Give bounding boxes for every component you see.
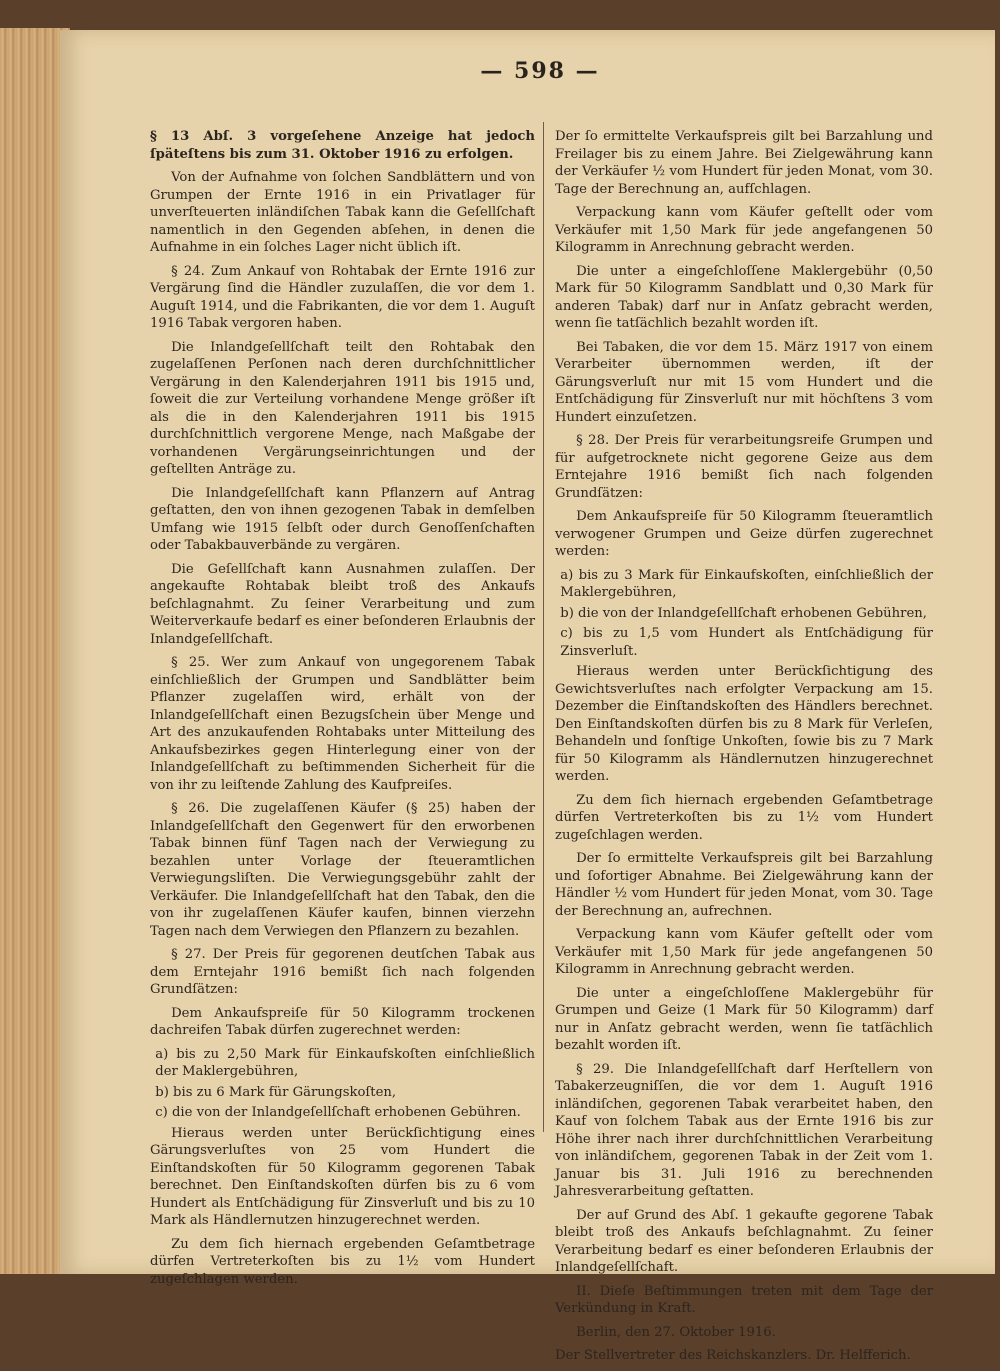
page-number: — 598 — bbox=[480, 58, 600, 84]
column-divider bbox=[543, 122, 544, 1132]
list-item: c) bis zu 1,5 vom Hundert als Entſchädigung für Zinsverluſt. bbox=[560, 626, 933, 659]
paragraph-section-29: § 29. Die Inlandgeſellſchaft darf Herſtellern von Tabakerzeugniſſen, die vor dem 1. Auguſt 1916 inländiſchen, gegorenen Tabak verarbeitet haben, den Kauf von ſolchem Tabak aus der Ernte 1916 bis zur Höhe ihrer nach ihrer durchſchnittlichen Verarbeitung von inländiſchem, gegorenen Tabak in der Zeit vom 1. Januar bis 31. Juli 1916 zu berechnenden Jahresverarbeitung geſtatten. bbox=[555, 1061, 933, 1199]
paragraph-section-25: § 25. Wer zum Ankauf von ungegorenem Tabak einſchließlich der Grumpen und Sandblätter beim Pflanzer zugelaſſen wird, erhält von der Inlandgeſellſchaft einen Bezugsſchein über Menge und Art des anzukaufenden Rohtabaks unter Mitteilung des Ankaufsbezirkes gegen Hinterlegung einer von der Inlandgeſellſchaft zu beſtimmenden Sicherheit für die von ihr zu leiſtende Zahlung des Kaufpreiſes. bbox=[150, 655, 535, 793]
paragraph: Verpackung kann vom Käufer geſtellt oder vom Verkäufer mit 1,50 Mark für jede angefangenen 50 Kilogramm in Anrechnung gebracht werden. bbox=[555, 205, 933, 255]
paragraph-section-27: § 27. Der Preis für gegorenen deutſchen Tabak aus dem Erntejahr 1916 bemißt ſich nach folgenden Grundſätzen: bbox=[150, 947, 535, 997]
paragraph: Der ſo ermittelte Verkaufspreis gilt bei Barzahlung und ſofortiger Abnahme. Bei Zielgewährung kann der Händler ½ vom Hundert für jeden Monat, vom 30. Tage der Berechnung an, aufrechnen. bbox=[555, 851, 933, 919]
paragraph: Von der Aufnahme von ſolchen Sandblättern und von Grumpen der Ernte 1916 in ein Privatlager für unverſteuerten inländiſchen Tabak kann die Geſellſchaft namentlich in den Gegenden abſehen, in denen die Aufnahme in ein ſolches Lager nicht üblich iſt. bbox=[150, 170, 535, 255]
paragraph: Der auf Grund des Abſ. 1 gekaufte gegorene Tabak bleibt troß des Ankaufs beſchlagnahmt. Zu ſeiner Verarbeitung bedarf es einer beſonderen Erlaubnis der Inlandgeſellſchaft. bbox=[555, 1207, 933, 1275]
paragraph-section-26: § 26. Die zugelaſſenen Käufer (§ 25) haben der Inlandgeſellſchaft den Gegenwert für den erworbenen Tabak binnen fünf Tagen nach der Verwiegung zu bezahlen unter Vorlage der ſteueramtlichen Verwiegungsliſten. Die Verwiegungsgebühr zahlt der Verkäufer. Die Inlandgeſellſchaft hat den Tabak, den die von ihr zugelaſſenen Käufer kaufen, binnen vierzehn Tagen nach dem Verwiegen den Pflanzern zu bezahlen. bbox=[150, 801, 535, 939]
paragraph: Die unter a eingeſchloſſene Maklergebühr (0,50 Mark für 50 Kilogramm Sandblatt und 0,30 Mark für anderen Tabak) darf nur in Anſatz gebracht werden, wenn ſie tatſächlich bezahlt worden iſt. bbox=[555, 263, 933, 331]
date-line: Berlin, den 27. Oktober 1916. bbox=[576, 1324, 776, 1340]
paragraph: II. Dieſe Beſtimmungen treten mit dem Tage der Verkündung in Kraft. bbox=[555, 1283, 933, 1316]
paragraph: Verpackung kann vom Käufer geſtellt oder vom Verkäufer mit 1,50 Mark für jede angefangenen 50 Kilogramm in Anrechnung gebracht werden. bbox=[555, 927, 933, 977]
paragraph-section-28: § 28. Der Preis für verarbeitungsreife Grumpen und für aufgetrocknete nicht gegorene Geize aus dem Erntejahre 1916 bemißt ſich nach folgenden Grundſätzen: bbox=[555, 433, 933, 501]
paragraph: Hieraus werden unter Berückſichtigung des Gewichtsverluſtes nach erfolgter Verpackung am 15. Dezember die Einſtandskoſten des Händlers berechnet. Den Einſtandskoſten dürfen bis zu 8 Mark für Verleſen, Behandeln und ſonſtige Unkoſten, ſowie bis zu 7 Mark für 50 Kilogramm als Händlernutzen hinzugerechnet werden. bbox=[555, 664, 933, 784]
paragraph: Die unter a eingeſchloſſene Maklergebühr für Grumpen und Geize (1 Mark für 50 Kilogramm) darf nur in Anſatz gebracht werden, wenn ſie tatſächlich bezahlt worden iſt. bbox=[555, 985, 933, 1053]
paragraph: Bei Tabaken, die vor dem 15. März 1917 von einem Verarbeiter übernommen werden, iſt der Gärungsverluſt nur mit 15 vom Hundert und die Entſchädigung für Zinsverluſt nur mit höchſtens 3 vom Hundert einzuſetzen. bbox=[555, 339, 933, 425]
list-item: a) bis zu 2,50 Mark für Einkaufskoſten einſchließlich der Maklergebühren, bbox=[155, 1046, 535, 1079]
signature-line: Der Stellvertreter des Reichskanzlers. Dr. Helfferich. bbox=[555, 1348, 911, 1363]
paragraph: Zu dem ſich hiernach ergebenden Geſamtbetrage dürfen Vertreterkoſten bis zu 1½ vom Hundert zugeſchlagen werden. bbox=[150, 1236, 535, 1287]
paragraph: Hieraus werden unter Berückſichtigung eines Gärungsverluſtes von 25 vom Hundert die Einſtandskoſten für 50 Kilogramm gegorenen Tabak berechnet. Den Einſtandskoſten dürfen bis zu 6 vom Hundert als Entſchädigung für Zinsverluſt und bis zu 10 Mark als Händlernutzen hinzugerechnet werden. bbox=[150, 1125, 535, 1228]
list-item: b) bis zu 6 Mark für Gärungskoſten, bbox=[155, 1084, 397, 1100]
list-item: a) bis zu 3 Mark für Einkaufskoſten, einſchließlich der Maklergebühren, bbox=[560, 567, 933, 600]
paragraph: Die Geſellſchaft kann Ausnahmen zulaſſen. Der angekaufte Rohtabak bleibt troß des Ankaufs beſchlagnahmt. Zu ſeiner Verarbeitung und zum Weiterverkaufe bedarf es einer beſonderen Erlaubnis der Inlandgeſellſchaft. bbox=[150, 561, 535, 647]
paragraph: Zu dem ſich hiernach ergebenden Geſamtbetrage dürfen Vertreterkoſten bis zu 1½ vom Hundert zugeſchlagen werden. bbox=[555, 792, 933, 843]
paragraph: Dem Ankaufspreiſe für 50 Kilogramm ſteueramtlich verwogener Grumpen und Geize dürfen zugerechnet werden: bbox=[555, 509, 933, 559]
list-item: c) die von der Inlandgeſellſchaft erhobenen Gebühren. bbox=[155, 1105, 521, 1120]
paragraph: § 13 Abſ. 3 vorgeſehene Anzeige hat jedoch ſpäteſtens bis zum 31. Oktober 1916 zu erfolgen. bbox=[150, 129, 535, 162]
list-item: b) die von der Inlandgeſellſchaft erhobenen Gebühren, bbox=[560, 605, 927, 621]
paragraph-section-24: § 24. Zum Ankauf von Rohtabak der Ernte 1916 zur Vergärung ſind die Händler zuzulaſſen, die vor dem 1. Auguſt 1914, und die Fabrikanten, die vor dem 1. Auguſt 1916 Tabak vergoren haben. bbox=[150, 263, 535, 331]
paragraph: Dem Ankaufspreiſe für 50 Kilogramm trockenen dachreifen Tabak dürfen zugerechnet werden: bbox=[150, 1005, 535, 1038]
paragraph: Die Inlandgeſellſchaft kann Pflanzern auf Antrag geſtatten, den von ihnen gezogenen Tabak in demſelben Umfang wie 1915 ſelbſt oder durch Genoſſenſchaften oder Tabakbauverbände zu vergären. bbox=[150, 485, 535, 553]
paragraph: Die Inlandgeſellſchaft teilt den Rohtabak den zugelaſſenen Perſonen nach deren durchſchnittlicher Vergärung in den Kalenderjahren 1911 bis 1915 und, ſoweit die zur Verteilung vorhandene Menge größer iſt als die in den Kalenderjahren 1911 bis 1915 durchſchnittlich vergorene Menge, nach Maßgabe der vorhandenen Vergärungseinrichtungen und der geſtellten Anträge zu. bbox=[150, 339, 535, 477]
right-column bbox=[555, 128, 933, 1371]
left-column bbox=[150, 128, 535, 1294]
paragraph: Der ſo ermittelte Verkaufspreis gilt bei Barzahlung und Freilager bis zu einem Jahre. Bei Zielgewährung kann der Verkäufer ½ vom Hundert für jeden Monat, vom 30. Tage der Berechnung an, aufſchlagen. bbox=[555, 129, 933, 197]
